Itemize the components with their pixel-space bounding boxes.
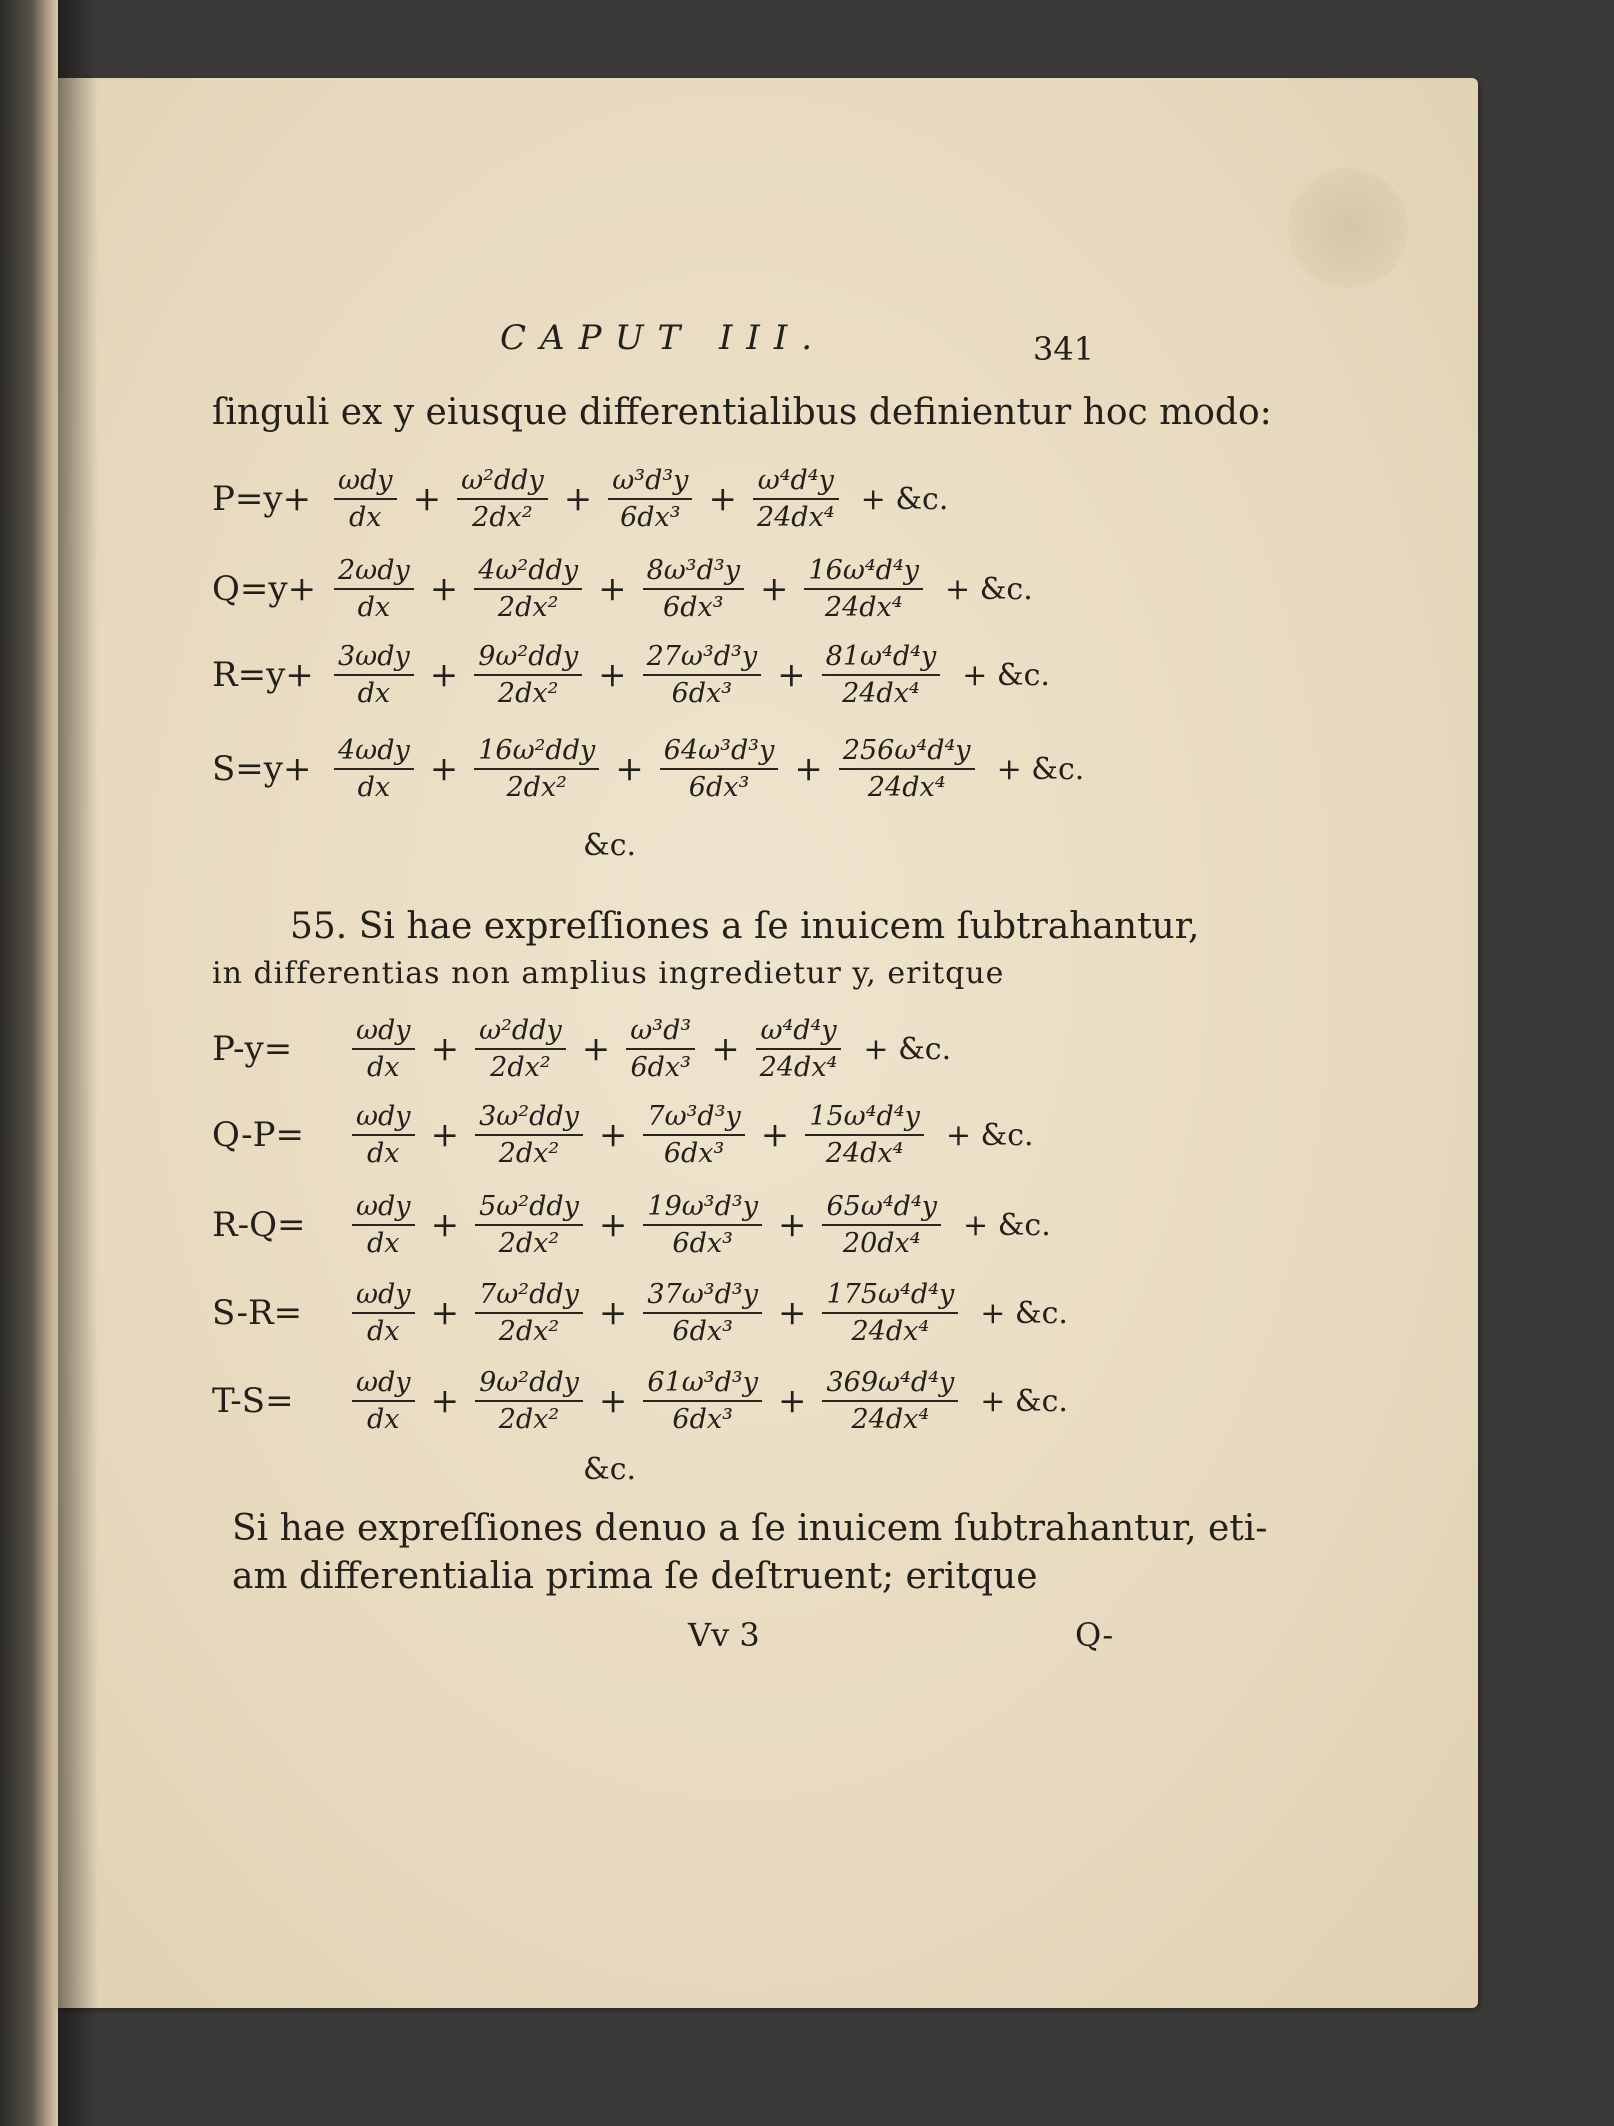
plus-sign: + (429, 749, 459, 789)
numerator: ω²ddy (479, 1015, 562, 1046)
equation-lhs: Q=y+ (212, 569, 317, 609)
fraction (334, 643, 414, 707)
plus-sign: + (412, 479, 442, 519)
group2-etc: &c. (583, 1452, 637, 1487)
fraction (352, 1103, 415, 1167)
equation-lhs: R=y+ (212, 655, 314, 695)
denominator: 6dx³ (643, 1224, 762, 1257)
equation-etc: + &c. (945, 1117, 1034, 1153)
numerator: 16ω²ddy (478, 735, 596, 766)
fraction (822, 643, 941, 707)
denominator: 24dx⁴ (839, 768, 975, 801)
numerator: ω³d³y (612, 465, 689, 496)
numerator: ω⁴d⁴y (760, 1015, 837, 1046)
denominator: 6dx³ (643, 674, 762, 707)
fraction (352, 1281, 415, 1345)
fraction (334, 737, 414, 801)
denominator: 20dx⁴ (822, 1224, 941, 1257)
plus-sign: + (777, 1381, 807, 1421)
denominator: dx (334, 768, 414, 801)
plus-sign: + (777, 1205, 807, 1245)
numerator: 61ω³d³y (647, 1367, 758, 1398)
fraction (475, 1281, 583, 1345)
equation-row (212, 1362, 1068, 1440)
numerator: ωdy (356, 1367, 411, 1398)
fraction (822, 1193, 941, 1257)
equation-lhs: P-y= (212, 1029, 293, 1069)
denominator: 24dx⁴ (822, 674, 941, 707)
numerator: 9ω²ddy (479, 1367, 579, 1398)
numerator: 4ωdy (338, 735, 410, 766)
numerator: ωdy (356, 1191, 411, 1222)
fraction (608, 467, 692, 531)
fraction (334, 467, 397, 531)
fraction (475, 1103, 583, 1167)
denominator: 24dx⁴ (804, 588, 923, 621)
fraction (457, 467, 548, 531)
plus-sign: + (430, 1029, 460, 1069)
fraction (756, 1017, 842, 1081)
fraction (475, 1017, 566, 1081)
denominator: 2dx² (474, 588, 582, 621)
fraction (805, 1103, 924, 1167)
plus-sign: + (598, 569, 627, 609)
equation-etc: + &c. (980, 1383, 1068, 1419)
numerator: 369ω⁴d⁴y (826, 1367, 955, 1398)
equation-etc: + &c. (980, 1295, 1068, 1331)
fraction (804, 557, 923, 621)
denominator: 24dx⁴ (805, 1134, 924, 1167)
plus-sign: + (777, 655, 806, 695)
numerator: ω²ddy (461, 465, 544, 496)
fraction (753, 467, 839, 531)
denominator: 2dx² (474, 674, 582, 707)
equation-etc: + &c. (863, 1031, 952, 1067)
fraction (643, 557, 744, 621)
plus-sign: + (598, 1381, 628, 1421)
equation-etc: + &c. (963, 1207, 1051, 1243)
signature-mark: Vv 3 (688, 1616, 760, 1654)
fraction (643, 1369, 762, 1433)
denominator: 24dx⁴ (822, 1400, 958, 1433)
numerator: 64ω³d³y (663, 735, 775, 766)
numerator: 7ω³d³y (647, 1101, 741, 1132)
fraction (643, 1103, 744, 1167)
fraction (839, 737, 975, 801)
fraction (660, 737, 779, 801)
equation-lhs: Q-P= (212, 1115, 304, 1155)
fraction (474, 737, 599, 801)
numerator: 81ω⁴d⁴y (825, 641, 937, 672)
equation-row (212, 1274, 1068, 1352)
equation-lhs: R-Q= (212, 1205, 306, 1245)
numerator: ω⁴d⁴y (757, 465, 834, 496)
denominator: 24dx⁴ (753, 498, 839, 531)
numerator: 19ω³d³y (647, 1191, 758, 1222)
denominator: 2dx² (475, 1134, 583, 1167)
equation-lhs: T-S= (212, 1381, 294, 1421)
equation-lhs: S-R= (212, 1293, 303, 1333)
equation-row (212, 636, 1050, 714)
denominator: 2dx² (475, 1312, 583, 1345)
plus-sign: + (615, 749, 644, 789)
equation-etc: + &c. (860, 481, 949, 517)
equation-row (212, 460, 948, 538)
numerator: 9ω²ddy (478, 641, 579, 672)
equation-row (212, 1096, 1034, 1174)
fraction (352, 1017, 415, 1081)
numerator: 37ω³d³y (647, 1279, 758, 1310)
denominator: 6dx³ (643, 1400, 762, 1433)
equation-lhs: P=y+ (212, 479, 312, 519)
plus-sign: + (563, 479, 593, 519)
fraction (475, 1369, 583, 1433)
paragraph-55-line2: in differentias non amplius ingredietur y, eritque (212, 956, 1005, 991)
stain (1288, 168, 1408, 288)
plus-sign: + (430, 1205, 460, 1245)
equation-etc: + &c. (996, 751, 1085, 787)
fraction (643, 1193, 762, 1257)
fraction (334, 557, 414, 621)
plus-sign: + (598, 1293, 628, 1333)
closing-line2: am differentialia prima ſe deſtruent; eritque (232, 1556, 1038, 1597)
fraction (626, 1017, 695, 1081)
denominator: 6dx³ (660, 768, 779, 801)
book-left-edge (0, 0, 58, 2126)
numerator: ωdy (356, 1101, 411, 1132)
closing-line1: Si hae expreſſiones denuo a ſe inuicem ſubtrahantur, eti- (232, 1508, 1268, 1549)
equation-etc: + &c. (945, 571, 1033, 607)
numerator: 27ω³d³y (646, 641, 758, 672)
plus-sign: + (429, 569, 459, 609)
page-number: 341 (1033, 330, 1095, 368)
plus-sign: + (430, 1293, 460, 1333)
denominator: dx (352, 1224, 415, 1257)
fraction (475, 1193, 583, 1257)
numerator: 256ω⁴d⁴y (842, 735, 971, 766)
paragraph-55-line1: 55. Si hae expreſſiones a ſe inuicem ſubtrahantur, (290, 906, 1200, 947)
plus-sign: + (429, 655, 459, 695)
denominator: 2dx² (457, 498, 548, 531)
numerator: 4ω²ddy (478, 555, 579, 586)
numerator: 7ω²ddy (479, 1279, 579, 1310)
numerator: ωdy (338, 465, 393, 496)
plus-sign: + (598, 1115, 628, 1155)
denominator: dx (352, 1134, 415, 1167)
denominator: dx (352, 1400, 415, 1433)
numerator: ωdy (356, 1015, 411, 1046)
plus-sign: + (581, 1029, 611, 1069)
plus-sign: + (598, 1205, 628, 1245)
fraction (822, 1369, 958, 1433)
plus-sign: + (759, 569, 789, 609)
numerator: 8ω³d³y (646, 555, 740, 586)
numerator: ω³d³ (630, 1015, 692, 1046)
catchword: Q- (1075, 1616, 1114, 1654)
numerator: 3ω²ddy (479, 1101, 579, 1132)
equation-row (212, 1186, 1051, 1264)
plus-sign: + (760, 1115, 790, 1155)
fraction (474, 557, 582, 621)
plus-sign: + (711, 1029, 740, 1069)
plus-sign: + (598, 655, 627, 695)
numerator: 2ωdy (338, 555, 410, 586)
fraction (352, 1193, 415, 1257)
denominator: 6dx³ (643, 1312, 762, 1345)
denominator: dx (334, 588, 414, 621)
denominator: 2dx² (475, 1400, 583, 1433)
denominator: dx (334, 498, 397, 531)
denominator: dx (352, 1048, 415, 1081)
denominator: 6dx³ (643, 1134, 744, 1167)
denominator: dx (352, 1312, 415, 1345)
numerator: 3ωdy (338, 641, 410, 672)
group1-etc: &c. (583, 828, 637, 863)
fraction (352, 1369, 415, 1433)
equation-row (212, 550, 1033, 628)
plus-sign: + (430, 1115, 460, 1155)
denominator: dx (334, 674, 414, 707)
fraction (822, 1281, 958, 1345)
numerator: 16ω⁴d⁴y (808, 555, 920, 586)
numerator: ωdy (356, 1279, 411, 1310)
equation-lhs: S=y+ (212, 749, 312, 789)
equation-etc: + &c. (962, 657, 1050, 693)
plus-sign: + (794, 749, 823, 789)
denominator: 2dx² (475, 1048, 566, 1081)
fraction (643, 1281, 762, 1345)
fraction (643, 643, 762, 707)
equation-row (212, 1010, 951, 1088)
numerator: 65ω⁴d⁴y (826, 1191, 938, 1222)
plus-sign: + (708, 479, 737, 519)
denominator: 2dx² (475, 1224, 583, 1257)
denominator: 6dx³ (608, 498, 692, 531)
running-head: CAPUT III. (500, 318, 827, 358)
equation-row (212, 730, 1084, 808)
denominator: 2dx² (474, 768, 599, 801)
plus-sign: + (430, 1381, 460, 1421)
spine-shadow (58, 0, 98, 2126)
denominator: 6dx³ (626, 1048, 695, 1081)
denominator: 24dx⁴ (756, 1048, 842, 1081)
intro-line: ſinguli ex y eiusque differentialibus definientur hoc modo: (212, 392, 1272, 433)
denominator: 24dx⁴ (822, 1312, 958, 1345)
denominator: 6dx³ (643, 588, 744, 621)
plus-sign: + (777, 1293, 807, 1333)
numerator: 5ω²ddy (479, 1191, 579, 1222)
fraction (474, 643, 582, 707)
numerator: 175ω⁴d⁴y (826, 1279, 955, 1310)
numerator: 15ω⁴d⁴y (809, 1101, 920, 1132)
